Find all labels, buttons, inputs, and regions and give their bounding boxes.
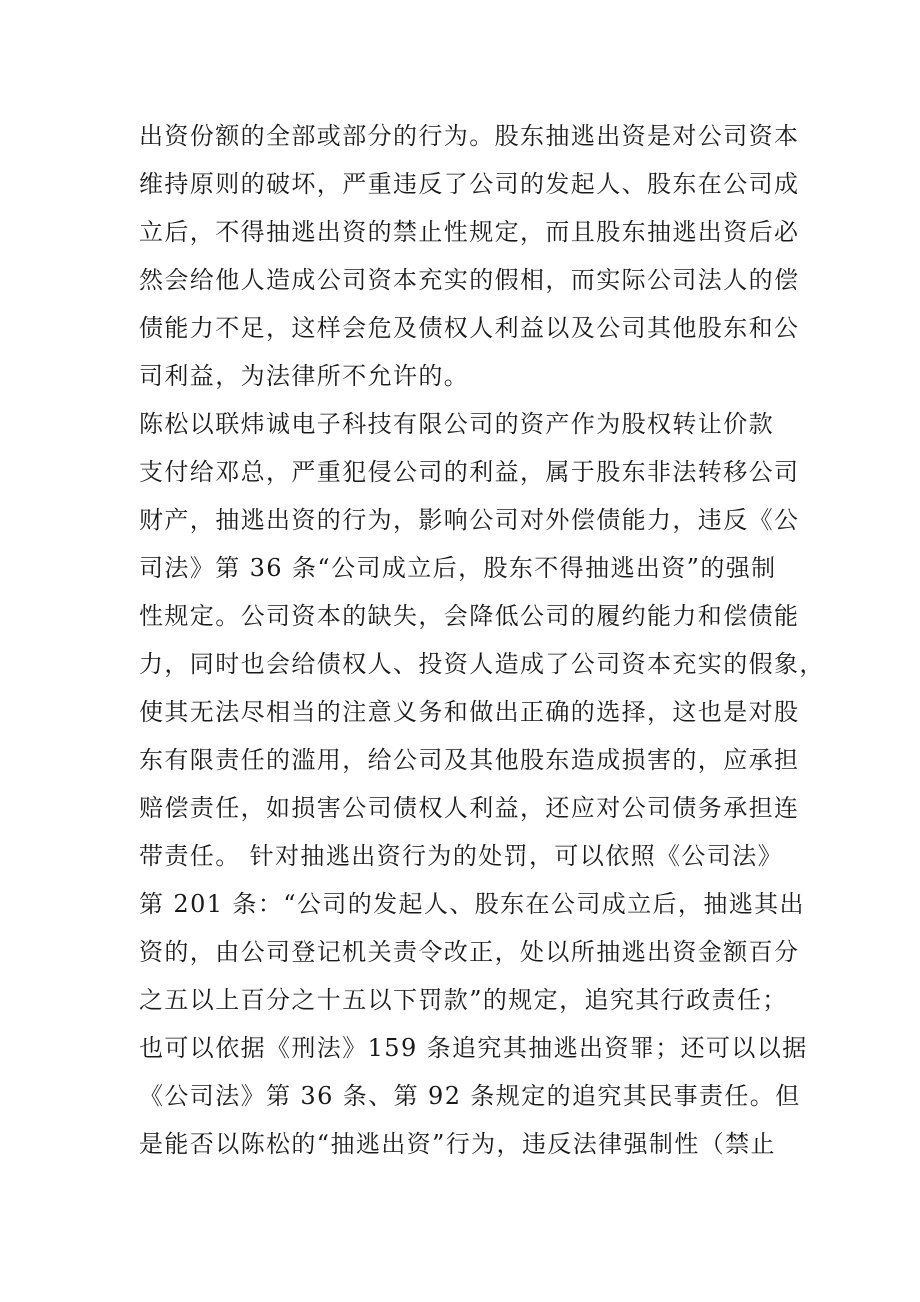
text-line: 《公司法》第 36 条、第 92 条规定的追究其民事责任。但 xyxy=(139,1082,801,1110)
text-line: 东有限责任的滥用，给公司及其他股东造成损害的，应承担 xyxy=(139,746,800,774)
text-line: 力，同时也会给债权人、投资人造成了公司资本充实的假象， xyxy=(139,650,825,678)
text-line: 是能否以陈松的“抽逃出资”行为，违反法律强制性（禁止 xyxy=(139,1130,776,1158)
text-line: 第 201 条：“公司的发起人、股东在公司成立后，抽逃其出 xyxy=(139,890,805,918)
text-line: 然会给他人造成公司资本充实的假相，而实际公司法人的偿 xyxy=(139,266,800,294)
text-line: 陈松以联炜诚电子科技有限公司的资产作为股权转让价款 xyxy=(139,410,774,438)
text-line: 债能力不足，这样会危及债权人利益以及公司其他股东和公 xyxy=(139,314,800,342)
text-line: 带责任。 针对抽逃出资行为的处罚，可以依照《公司法》 xyxy=(139,842,784,870)
text-line: 资的，由公司登记机关责令改正，处以所抽逃出资金额百分 xyxy=(139,938,800,966)
text-line: 支付给邓总，严重犯侵公司的利益，属于股东非法转移公司 xyxy=(139,458,800,486)
text-line: 赔偿责任，如损害公司债权人利益，还应对公司债务承担连 xyxy=(139,794,800,822)
text-line: 立后，不得抽逃出资的禁止性规定，而且股东抽逃出资后必 xyxy=(139,218,800,246)
text-line: 也可以依据《刑法》159 条追究其抽逃出资罪；还可以以据 xyxy=(139,1034,808,1062)
text-line: 司法》第 36 条“公司成立后，股东不得抽逃出资”的强制 xyxy=(139,554,777,582)
text-line: 财产，抽逃出资的行为，影响公司对外偿债能力，违反《公 xyxy=(139,506,800,534)
text-line: 使其无法尽相当的注意义务和做出正确的选择，这也是对股 xyxy=(139,698,800,726)
text-line: 之五以上百分之十五以下罚款”的规定，追究其行政责任； xyxy=(139,986,788,1014)
text-line: 司利益，为法律所不允许的。 xyxy=(139,362,470,390)
text-line: 性规定。公司资本的缺失，会降低公司的履约能力和偿债能 xyxy=(139,602,800,630)
text-line: 出资份额的全部或部分的行为。股东抽逃出资是对公司资本 xyxy=(139,122,800,150)
text-line: 维持原则的破坏，严重违反了公司的发起人、股东在公司成 xyxy=(139,170,800,198)
body-text xyxy=(139,112,825,1168)
